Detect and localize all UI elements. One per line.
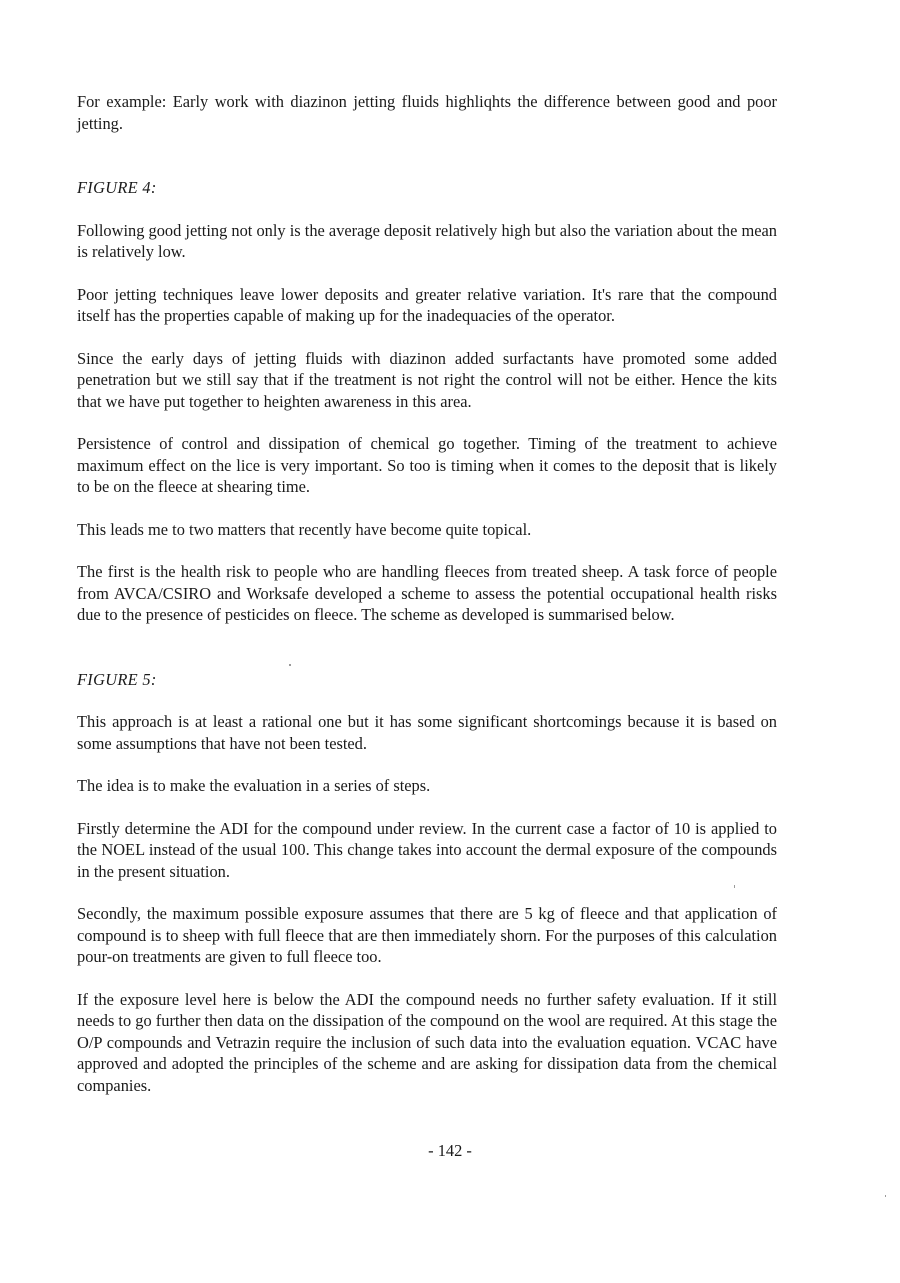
paragraph-secondly: Secondly, the maximum possible exposure assumes that there are 5 kg of fleece and that application of compound is to sheep with full fleece that are then immediately shorn. For the purposes of this calculation pour-on treatments are given to full fleece too. <box>77 904 777 966</box>
paragraph-approach: This approach is at least a rational one but it has some significant shortcomings because it is based on some assumptions that have not been tested. <box>77 712 777 753</box>
figure-5-label: FIGURE 5: <box>77 669 157 689</box>
paragraph-firstly: Firstly determine the ADI for the compound under review. In the current case a factor of 10 is applied to the NOEL instead of the usual 100. This change takes into account the dermal exposure of the compounds in the present situation. <box>77 818 777 881</box>
paragraph-surfactants: Since the early days of jetting fluids with diazinon added surfactants have promoted some added penetration but we still say that if the treatment is not right the control will not be either. Hence the kits that we have put together to heighten awareness in this area. <box>77 348 777 411</box>
page-number: - 142 - <box>428 1141 472 1160</box>
paragraph-exposure-level: If the exposure level here is below the ADI the compound needs no further safety evaluation. If it still needs to go further then data on the dissipation of the compound on the wool are required. At this stage the O/P compounds and Vetrazin require the inclusion of such data into the evaluation equation. VCAC have approved and adopted the principles of the scheme and are asking for dissipation data from the chemical companies. <box>77 989 777 1095</box>
scan-speck <box>734 885 735 888</box>
paragraph-example: For example: Early work with diazinon jetting fluids highliqhts the difference between good and poor jetting. <box>77 92 777 133</box>
figure-4-label: FIGURE 4: <box>77 178 157 197</box>
paragraph-persistence: Persistence of control and dissipation of chemical go together. Timing of the treatment to achieve maximum effect on the lice is very important. So too is timing when it comes to the deposit that is likely to be on the fleece at shearing time. <box>77 434 777 496</box>
page-body <box>77 91 777 1117</box>
scan-speck <box>885 1195 886 1197</box>
paragraph-good-jetting: Following good jetting not only is the average deposit relatively high but also the variation about the mean is relatively low. <box>77 220 777 261</box>
paragraph-topical-matters: This leads me to two matters that recently have become quite topical. <box>77 519 532 539</box>
paragraph-poor-jetting: Poor jetting techniques leave lower deposits and greater relative variation. It's rare that the compound itself has the properties capable of making up for the inadequacies of the operator. <box>77 284 777 325</box>
paragraph-steps: The idea is to make the evaluation in a series of steps. <box>77 776 431 795</box>
scan-speck <box>289 664 291 666</box>
paragraph-health-risk: The first is the health risk to people who are handling fleeces from treated sheep. A task force of people from AVCA/CSIRO and Worksafe developed a scheme to assess the potential occupational health risks due to the presence of pesticides on fleece. The scheme as developed is summarised below. <box>77 562 777 624</box>
